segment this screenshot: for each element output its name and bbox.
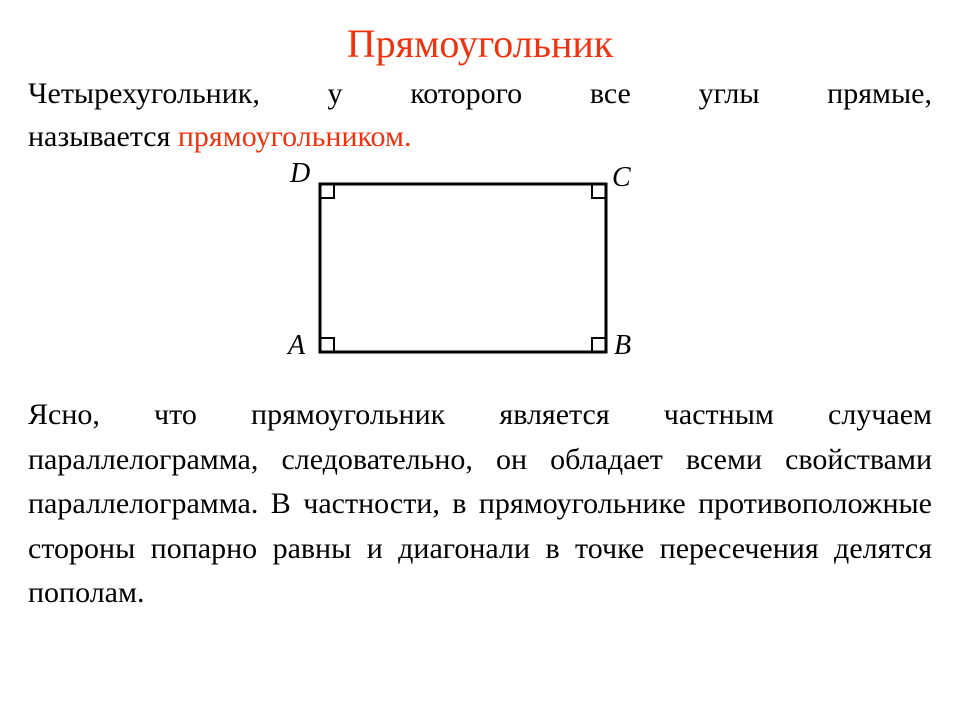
right-angle-marker-a (320, 338, 334, 352)
vertex-label-a: A (288, 330, 306, 361)
definition-line-2-prefix: называется (28, 120, 178, 153)
rectangle-shape (320, 184, 606, 352)
definition-term: прямоугольником. (177, 120, 412, 153)
right-angle-marker-b (592, 338, 606, 352)
slide-title: Прямоугольник (346, 21, 614, 66)
vertex-label-c: C (612, 162, 631, 193)
body-paragraph: Ясно, что прямоугольник является частным случаем параллелограмма, следовательно, он обладает всеми свойствами параллелограмма. В частности, в прямоугольнике противоположные стороны попарно равны и диагонали в точке пересечения делятся пополам. (28, 398, 932, 609)
right-angle-marker-c (592, 184, 606, 198)
right-angle-marker-d (320, 184, 334, 198)
vertex-label-d: D (290, 158, 311, 189)
definition-line-1: Четырехугольник, у которого все углы прямые, (28, 77, 932, 110)
vertex-label-b: B (614, 330, 632, 361)
